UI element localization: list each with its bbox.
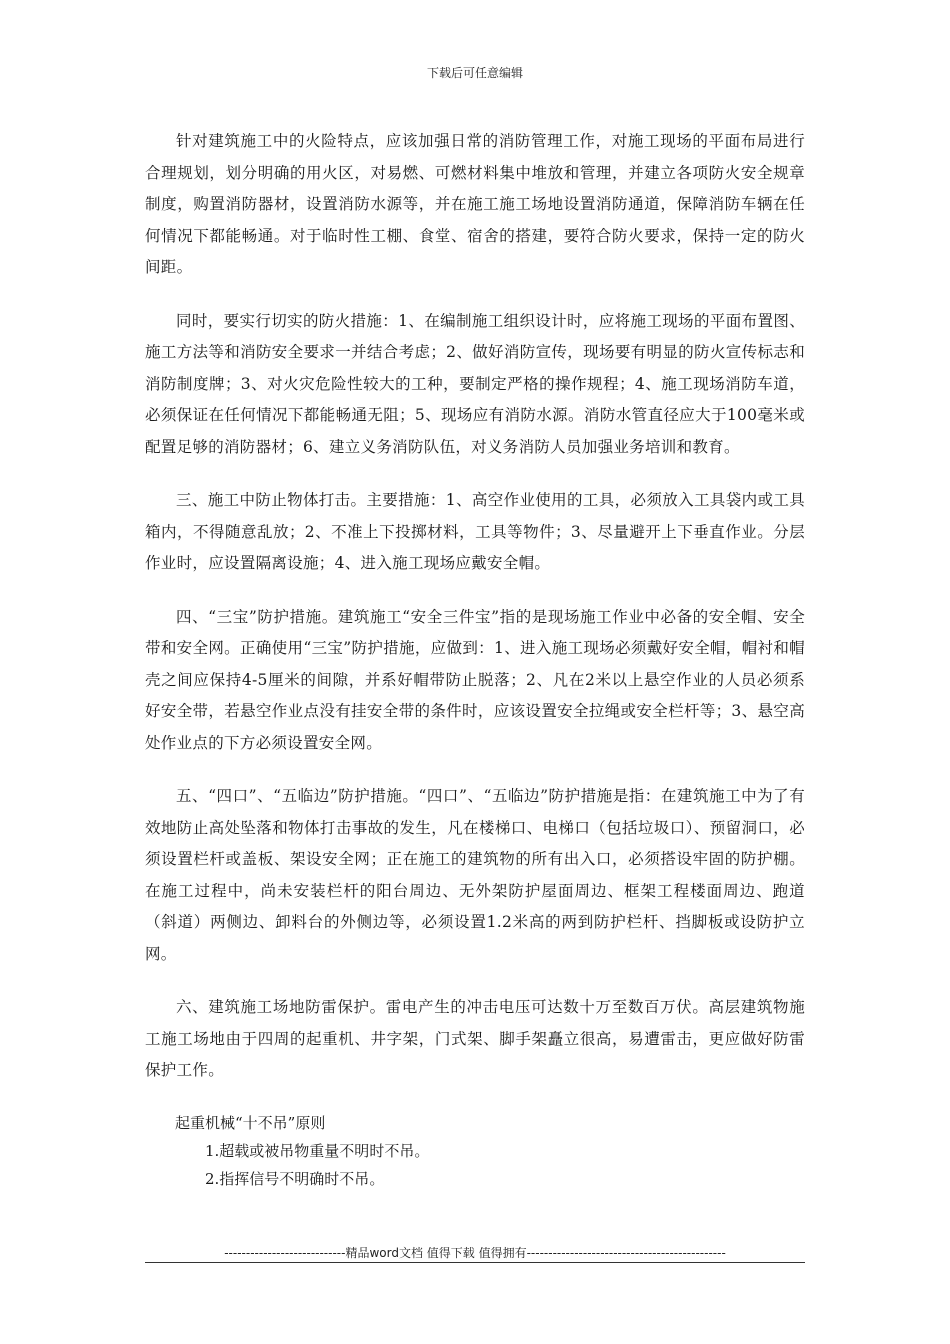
paragraph-lightning: 六、建筑施工场地防雷保护。雷电产生的冲击电压可达数十万至数百万伏。高层建筑物施工施工场地由于四周的起重机、井字架，门式架、脚手架矗立很高，易遭雷击，更应做好防雷保护工作。 [145, 998, 805, 1079]
paragraph-fire-safety: 针对建筑施工中的火险特点，应该加强日常的消防管理工作，对施工现场的平面布局进行合理规划，划分明确的用火区，对易燃、可燃材料集中堆放和管理，并建立各项防火安全规章制度，购置消防器材，设置消防水源等，并在施工施工场地设置消防通道，保障消防车辆在任何情况下都能畅通。对于临时性工棚、食堂、宿舍的搭建，要符合防火要求，保持一定的防火间距。 [145, 132, 805, 276]
list-item: 2.指挥信号不明确时不吊。 [205, 1169, 385, 1188]
list-title: 起重机械“十不吊”原则 [175, 1113, 326, 1132]
paragraph-three-treasures: 四、“三宝”防护措施。建筑施工“安全三件宝”指的是现场施工作业中必备的安全帽、安全带和安全网。正确使用“三宝”防护措施，应做到：1、进入施工现场必须戴好安全帽，帽衬和帽壳之间应保持4-5厘米的间隙，并系好帽带防止脱落；2、凡在2米以上悬空作业的人员必须系好安全带，若悬空作业点没有挂安全带的条件时，应该设置安全拉绳或安全栏杆等；3、悬空高处作业点的下方必须设置安全网。 [145, 607, 805, 752]
list-item: 1.超载或被吊物重量不明时不吊。 [205, 1141, 430, 1160]
page-footer: ----------------------------精品word文档 值得下载 值得拥有---------------------------------------------- [224, 1246, 726, 1260]
document-body [145, 126, 805, 1193]
paragraph-fire-measures: 同时，要实行切实的防火措施：1、在编制施工组织设计时，应将施工现场的平面布置图、施工方法等和消防安全要求一并结合考虑；2、做好消防宣传，现场要有明显的防火宣传标志和消防制度牌；3、对火灾危险性较大的工种，要制定严格的操作规程；4、施工现场消防车道，必须保证在任何情况下都能畅通无阻；5、现场应有消防水源。消防水管直径应大于100毫米或配置足够的消防器材；6、建立义务消防队伍，对义务消防人员加强业务培训和教育。 [145, 311, 805, 456]
footer-divider [145, 1262, 805, 1263]
crane-rules-list [145, 1109, 805, 1193]
paragraph-four-openings: 五、“四口”、“五临边”防护措施。“四口”、“五临边”防护措施是指：在建筑施工中为了有效地防止高处坠落和物体打击事故的发生，凡在楼梯口、电梯口（包括垃圾口）、预留洞口，必须设置栏杆或盖板、架设安全网；正在施工的建筑物的所有出入口，必须搭设牢固的防护棚。在施工过程中，尚未安装栏杆的阳台周边、无外架防护屋面周边、框架工程楼面周边、跑道（斜道）两侧边、卸料台的外侧边等，必须设置1.2米高的两到防护栏杆、挡脚板或设防护立网。 [145, 787, 805, 963]
page-header: 下载后可任意编辑 [426, 66, 523, 80]
paragraph-object-strike: 三、施工中防止物体打击。主要措施：1、高空作业使用的工具，必须放入工具袋内或工具箱内，不得随意乱放；2、不准上下投掷材料，工具等物件；3、尽量避开上下垂直作业。分层作业时，应设置隔离设施；4、进入施工现场应戴安全帽。 [145, 491, 805, 572]
